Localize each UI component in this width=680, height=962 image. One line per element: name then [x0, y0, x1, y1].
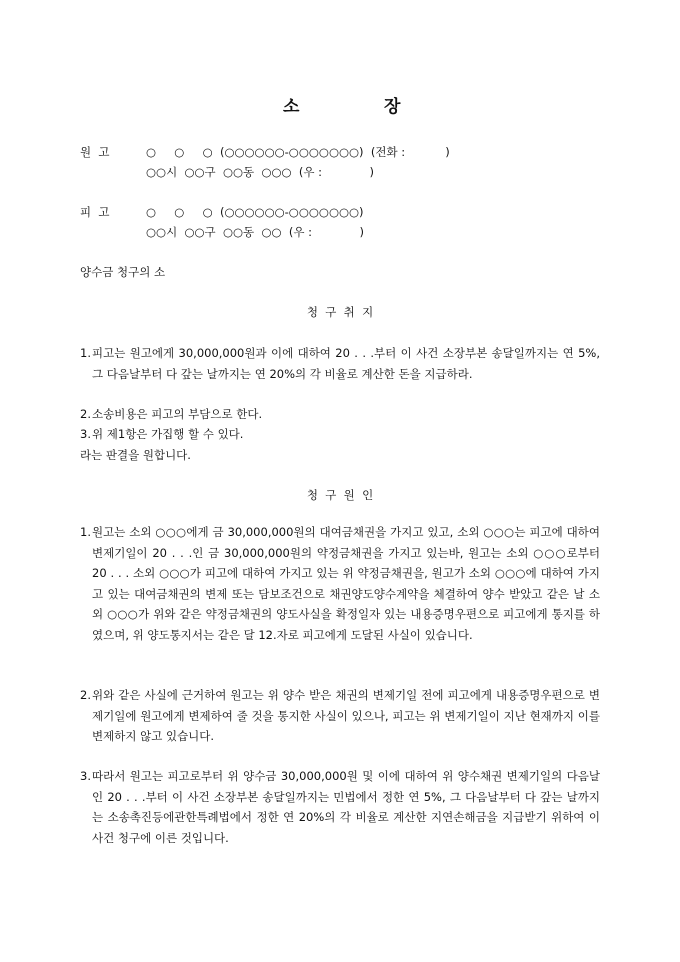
claim-purpose-heading: 청 구 취 지: [306, 305, 374, 319]
claim-purpose-item-3: [80, 424, 600, 445]
title-char-2: 장: [384, 97, 401, 117]
item-text: 소송비용은 피고의 부담으로 한다.: [92, 407, 263, 421]
claim-cause-heading: 청 구 원 인: [306, 488, 374, 502]
claim-cause-item-3: [80, 766, 600, 848]
item-number: 3.: [80, 427, 91, 441]
claim-purpose-item-1: [80, 343, 600, 384]
plaintiff-name-line: ○ ○ ○ (○○○○○○-○○○○○○○) (전화 : ): [146, 145, 450, 159]
defendant-label: 피 고: [80, 205, 110, 219]
claim-purpose-item-2: [80, 404, 600, 425]
plaintiff-address-line: ○○시 ○○구 ○○동 ○○○ (우 : ): [146, 165, 375, 179]
item-number: 3.: [80, 769, 91, 783]
item-text: 피고는 원고에게 30,000,000원과 이에 대하여 20 . . .부터 이 사건 소장부본 송달일까지는 연 5%, 그 다음날부터 다 갚는 날까지는 연 20%의 각 비율로 계산한 돈을 지급하라.: [92, 346, 600, 381]
item-number: 1.: [80, 525, 91, 539]
claim-purpose-closing: 라는 판결을 원합니다.: [80, 448, 191, 462]
plaintiff-label: 원 고: [80, 145, 110, 159]
document-title: [0, 92, 680, 122]
item-text: 위와 같은 사실에 근거하여 원고는 위 양수 받은 채권의 변제기일 전에 피고에게 내용증명우편으로 변제기일에 원고에게 변제하여 줄 것을 통지한 사실이 있으나, 피고는 위 변제기일이 지난 현재까지 이를 변제하지 않고 있습니다.: [92, 688, 600, 743]
item-text: 원고는 소외 ○○○에게 금 30,000,000원의 대여금채권을 가지고 있고, 소외 ○○○는 피고에 대하여 변제기일이 20 . . .인 금 30,000,000원의 약정금채권을 가지고 있는바, 원고는 소외 ○○○로부터 20 . . . 소외 ○○○가 피고에 대하여 가지고 있는 위 약정금채권을, 원고가 소외 ○○○에 대하여 가지고 있는 대여금채권의 변제 또는 담보조건으로 채권양도양수계약을 체결하여 양수 받았고 같은 날 소외 ○○○가 위와 같은 약정금채권의 양도사실을 확정일자 있는 내용증명우편으로 피고에게 통지를 하였으며, 위 양도통지서는 같은 달 12.자로 피고에게 도달된 사실이 있습니다.: [92, 525, 600, 642]
title-char-1: 소: [283, 97, 300, 117]
item-number: 2.: [80, 688, 91, 702]
item-number: 2.: [80, 407, 91, 421]
claim-cause-item-2: [80, 685, 600, 747]
item-text: 위 제1항은 가집행 할 수 있다.: [92, 427, 244, 441]
item-text: 따라서 원고는 피고로부터 위 양수금 30,000,000원 및 이에 대하여 위 양수채권 변제기일의 다음날인 20 . . .부터 이 사건 소장부본 송달일까지는 민법에서 정한 연 5%, 그 다음날부터 다 갚는 날까지는 소송촉진등에관한특례법에서 정한 연 20%의 각 비율로 계산한 지연손해금을 지급받기 위하여 이 사건 청구에 이른 것입니다.: [92, 769, 600, 845]
defendant-name-line: ○ ○ ○ (○○○○○○-○○○○○○○): [146, 205, 364, 219]
defendant-address-line: ○○시 ○○구 ○○동 ○○ (우 : ): [146, 225, 364, 239]
item-number: 1.: [80, 346, 91, 360]
claim-cause-item-1: [80, 522, 600, 645]
case-name: 양수금 청구의 소: [80, 265, 166, 279]
